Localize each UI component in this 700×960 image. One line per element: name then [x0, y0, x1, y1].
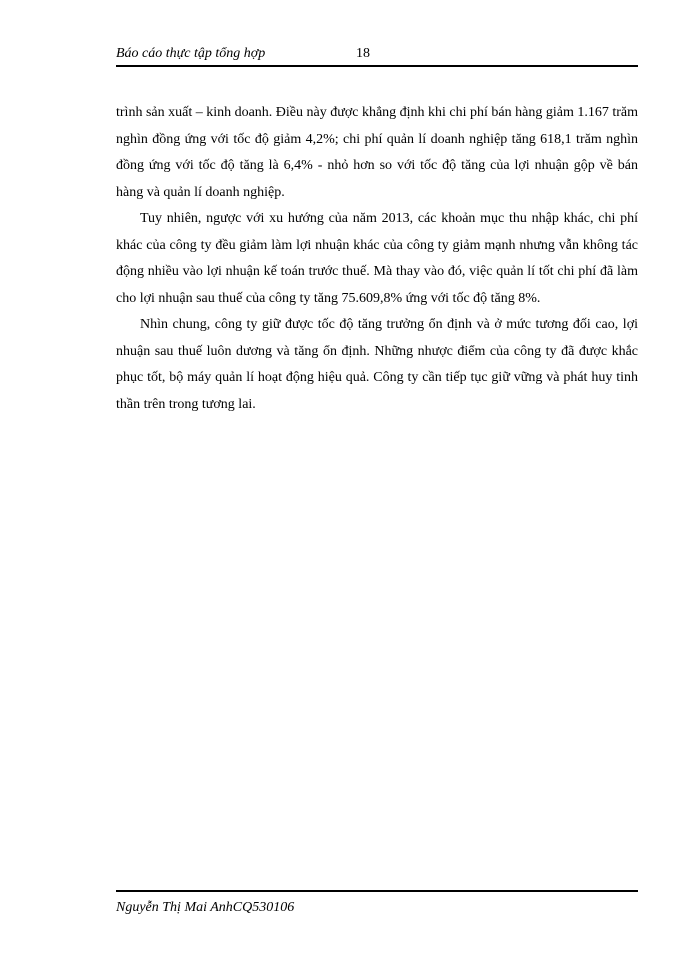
page-footer	[116, 890, 638, 930]
paragraph-conclusion: Nhìn chung, công ty giữ được tốc độ tăng trưởng ổn định và ở mức tương đối cao, lợi nhuận sau thuế luôn dương và tăng ổn định. Những nhược điểm của công ty đã được khắc phục tốt, bộ máy quản lí hoạt động hiệu quả. Công ty cần tiếp tục giữ vững và phát huy tinh thần trên trong tương lai.	[116, 317, 638, 412]
page-number: 18	[356, 46, 370, 61]
report-title: Báo cáo thực tập tổng hợp	[116, 46, 266, 61]
header-divider	[116, 65, 638, 67]
footer-divider	[116, 890, 638, 892]
author-name: Nguyễn Thị Mai AnhCQ530106	[116, 900, 295, 915]
paragraph-other-income: Tuy nhiên, ngược với xu hướng của năm 2013, các khoản mục thu nhập khác, chi phí khác của công ty đều giảm làm lợi nhuận khác của công ty giảm mạnh nhưng vẫn không tác động nhiều vào lợi nhuận kế toán trước thuế. Mà thay vào đó, việc quản lí tốt chi phí đã làm cho lợi nhuận sau thuế của công ty tăng 75.609,8% ứng với tốc độ tăng 8%.	[116, 211, 638, 306]
paragraph-continuation: trình sản xuất – kinh doanh. Điều này được khẳng định khi chi phí bán hàng giảm 1.167 trăm nghìn đồng ứng với tốc độ giảm 4,2%; chi phí quản lí doanh nghiệp tăng 618,1 trăm nghìn đồng ứng với tốc độ tăng là 6,4% - nhỏ hơn so với tốc độ tăng của lợi nhuận gộp về bán hàng và quản lí doanh nghiệp.	[116, 105, 639, 200]
page-header	[116, 44, 638, 68]
document-body	[116, 100, 638, 418]
